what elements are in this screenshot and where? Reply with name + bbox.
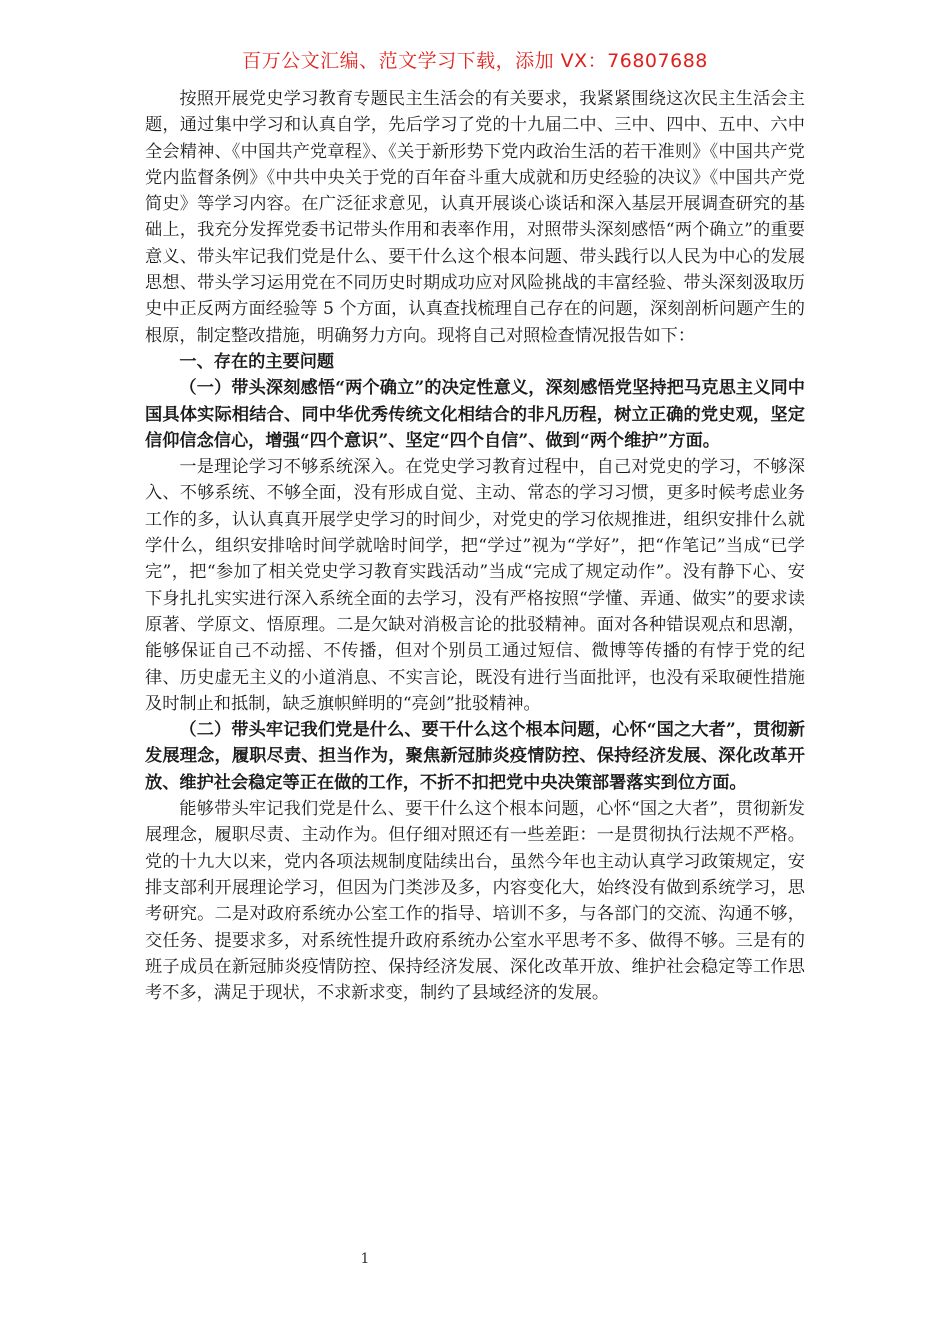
- subsection-heading-2: （二）带头牢记我们党是什么、要干什么这个根本问题，心怀“国之大者”，贯彻新发展理念，履职尽责、担当作为，聚焦新冠肺炎疫情防控、保持经济发展、深化改革开放、维护社会稳定等正在做的工作，不折不扣把党中央决策部署落实到位方面。: [145, 720, 805, 793]
- section-heading: 一、存在的主要问题: [179, 351, 335, 372]
- subsection-body-1: 一是理论学习不够系统深入。在党史学习教育过程中，自己对党史的学习，不够深入、不够系统、不够全面，没有形成自觉、主动、常态的学习习惯，更多时候考虑业务工作的多，认认真真开展学史学习的时间少，对党史的学习依规推进，组织安排什么就学什么，组织安排啥时间学就啥时间学，把“学过”视为“学好”，把“作笔记”当成“已学完”，把“参加了相关党史学习教育实践活动”当成“完成了规定动作”。没有静下心、安下身扎扎实实进行深入系统全面的去学习，没有严格按照“学懂、弄通、做实”的要求读原著、学原文、悟原理。二是欠缺对消极言论的批驳精神。面对各种错误观点和思潮，能够保证自己不动摇、不传播，但对个别员工通过短信、微博等传播的有悖于党的纪律、历史虚无主义的小道消息、不实言论，既没有进行当面批评，也没有采取硬性措施及时制止和抵制，缺乏旗帜鲜明的“亮剑”批驳精神。: [145, 457, 805, 714]
- document-body: [145, 86, 805, 1006]
- page-number: 1: [360, 1251, 370, 1267]
- watermark-banner: 百万公文汇编、范文学习下载，添加 VX：76807688: [242, 50, 708, 72]
- subsection-body-2: 能够带头牢记我们党是什么、要干什么这个根本问题，心怀“国之大者”，贯彻新发展理念，履职尽责、主动作为。但仔细对照还有一些差距：一是贯彻执行法规不严格。党的十九大以来，党内各项法规制度陆续出台，虽然今年也主动认真学习政策规定，安排支部利开展理论学习，但因为门类涉及多，内容变化大，始终没有做到系统学习，思考研究。二是对政府系统办公室工作的指导、培训不多，与各部门的交流、沟通不够，交任务、提要求多，对系统性提升政府系统办公室水平思考不多、做得不够。三是有的班子成员在新冠肺炎疫情防控、保持经济发展、深化改革开放、维护社会稳定等工作思考不多，满足于现状，不求新求变，制约了县域经济的发展。: [145, 799, 805, 1004]
- subsection-heading-1: （一）带头深刻感悟“两个确立”的决定性意义，深刻感悟党坚持把马克思主义同中国具体实际相结合、同中华优秀传统文化相结合的非凡历程，树立正确的党史观，坚定信仰信念信心，增强“四个意识”、坚定“四个自信”、做到“两个维护”方面。: [145, 378, 805, 451]
- intro-paragraph: 按照开展党史学习教育专题民主生活会的有关要求，我紧紧围绕这次民主生活会主题，通过集中学习和认真自学，先后学习了党的十九届二中、三中、四中、五中、六中全会精神、《中国共产党章程》、《关于新形势下党内政治生活的若干准则》《中国共产党党内监督条例》《中共中央关于党的百年奋斗重大成就和历史经验的决议》《中国共产党简史》等学习内容。在广泛征求意见，认真开展谈心谈话和深入基层开展调查研究的基础上，我充分发挥党委书记带头作用和表率作用，对照带头深刻感悟“两个确立”的重要意义、带头牢记我们党是什么、要干什么这个根本问题、带头践行以人民为中心的发展思想、带头学习运用党在不同历史时期成功应对风险挑战的丰富经验、带头深刻汲取历史中正反两方面经验等 5 个方面，认真查找梳理自己存在的问题，深刻剖析问题产生的根原，制定整改措施，明确努力方向。现将自己对照检查情况报告如下：: [145, 89, 805, 346]
